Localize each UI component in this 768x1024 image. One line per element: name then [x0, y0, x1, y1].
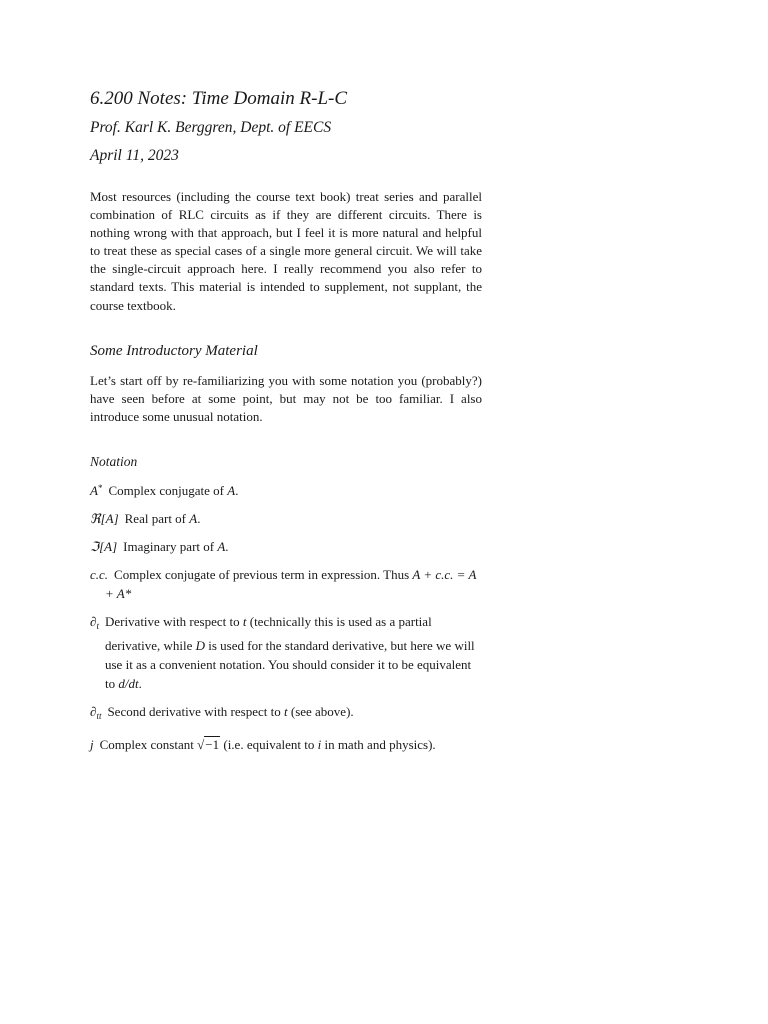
author-line: Prof. Karl K. Berggren, Dept. of EECS: [90, 119, 332, 136]
notation-list: [90, 479, 482, 754]
notation-item-j: j Complex constant √−1 (i.e. equivalent to i in math and physics).: [90, 736, 436, 752]
notation-item-derivative: $\partial_t$ Derivative with respect to t (technically this is used as a partial derivative, while D is used for the standard derivative, but here we will use it as a convenient notation. You should consider it to be equivalent to d/dt.: [90, 613, 475, 691]
page-title: 6.200 Notes: Time Domain R-L-C: [90, 88, 348, 109]
notation-symbol: ℜ[A]: [90, 510, 119, 526]
notation-heading: Notation: [90, 453, 138, 469]
notation-item-conjugate: A* Complex conjugate of A.: [90, 482, 239, 498]
notation-symbol: j: [90, 736, 94, 752]
square-root: √−1: [197, 736, 220, 752]
notation-text: Complex conjugate of: [108, 482, 228, 498]
intro-paragraph: Most resources (including the course text book) treat series and parallel combination of RLC circuits as if they are different circuits. There is nothing wrong with that approach, but I feel it is more natural and helpful to treat these as special cases of a single more general circuit. We will take the single-circuit approach here. I really recommend you also refer to standard texts. This material is intended to supplement, not supplant, the course textbook.: [90, 189, 482, 313]
section-heading: Some Introductory Material: [90, 342, 258, 359]
notation-symbol: A*: [90, 482, 103, 498]
notation-symbol: $\partial_{tt}$: [90, 703, 102, 721]
notation-text: Real part of: [124, 510, 190, 526]
page: [90, 86, 482, 763]
notation-symbol: ℑ[A]: [90, 538, 118, 554]
notation-text: Imaginary part of: [123, 538, 218, 554]
notation-symbol: c.c.: [90, 566, 109, 582]
notation-item-cc: [90, 565, 482, 603]
notation-item-real: ℜ[A] Real part of A.: [90, 510, 201, 526]
notation-item-second-derivative: $\partial_{tt}$ Second derivative with respect to t (see above).: [90, 703, 354, 721]
notation-symbol: $\partial_t$: [90, 613, 99, 631]
notation-var: A: [189, 510, 198, 526]
notation-var: A: [227, 482, 236, 498]
notation-expression: A + c.c. = A + A*: [105, 566, 477, 601]
notation-item-imaginary: ℑ[A] Imaginary part of A.: [90, 538, 229, 554]
section-paragraph: Let’s start off by re-familiarizing you with some notation you (probably?) have seen before at some point, but may not be too familiar. I also introduce some unusual notation.: [90, 372, 482, 424]
notation-var: A: [217, 538, 226, 554]
notation-text: Complex conjugate of previous term in expression. Thus: [114, 566, 413, 582]
date-line: April 11, 2023: [90, 147, 179, 164]
